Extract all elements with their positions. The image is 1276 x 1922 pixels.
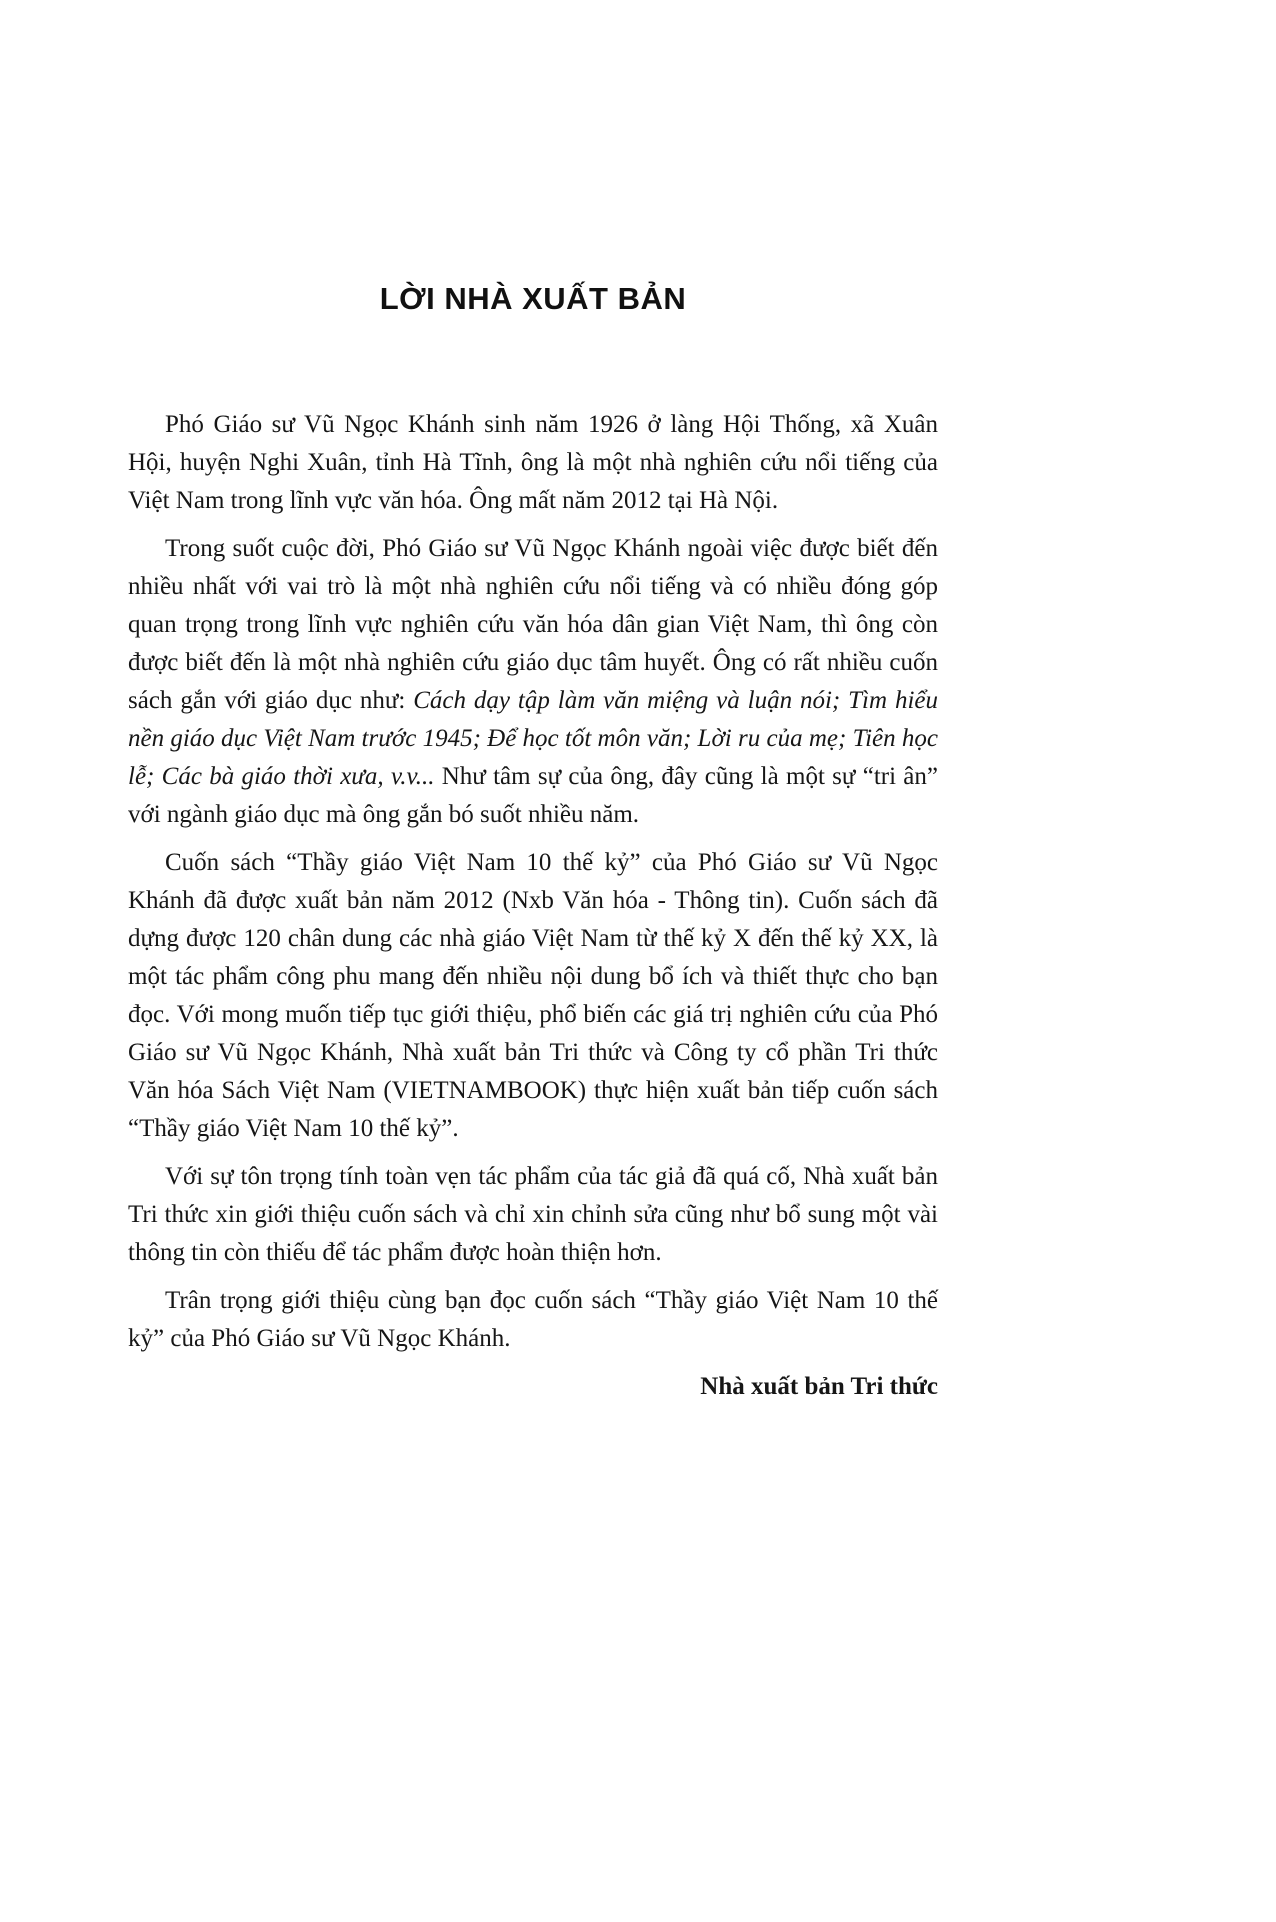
paragraph-4 [128, 1158, 938, 1272]
paragraph-1 [128, 406, 938, 520]
paragraph-5 [128, 1282, 938, 1358]
text-run: Trân trọng giới thiệu cùng bạn đọc cuốn sách “Thầy giáo Việt Nam 10 thế kỷ” của Phó Giáo sư Vũ Ngọc Khánh. [128, 1287, 938, 1352]
paragraph-3 [128, 844, 938, 1148]
page-title: LỜI NHÀ XUẤT BẢN [379, 281, 687, 316]
text-run: Phó Giáo sư Vũ Ngọc Khánh sinh năm 1926 ở làng Hội Thống, xã Xuân Hội, huyện Nghi Xuân, tỉnh Hà Tĩnh, ông là một nhà nghiên cứu nổi tiếng của Việt Nam trong lĩnh vực văn hóa. Ông mất năm 2012 tại Hà Nội. [128, 411, 938, 514]
publisher-signature: Nhà xuất bản Tri thức [700, 1373, 938, 1400]
book-title-list-italic: Cách dạy tập làm văn miệng và luận nói; Tìm hiểu nền giáo dục Việt Nam trước 1945; Để học tốt môn văn; Lời ru của mẹ; Tiên học lễ; Các bà giáo thời xưa, v.v... [128, 687, 939, 790]
text-run: Cuốn sách “Thầy giáo Việt Nam 10 thế kỷ” của Phó Giáo sư Vũ Ngọc Khánh đã được xuất bản năm 2012 (Nxb Văn hóa - Thông tin). Cuốn sách đã dựng được 120 chân dung các nhà giáo Việt Nam từ thế kỷ X đến thế kỷ XX, là một tác phẩm công phu mang đến nhiều nội dung bổ ích và thiết thực cho bạn đọc. Với mong muốn tiếp tục giới thiệu, phổ biến các giá trị nghiên cứu của Phó Giáo sư Vũ Ngọc Khánh, Nhà xuất bản Tri thức và Công ty cổ phần Tri thức Văn hóa Sách Việt Nam (VIETNAMBOOK) thực hiện xuất bản tiếp cuốn sách “Thầy giáo Việt Nam 10 thế kỷ”. [128, 849, 938, 1142]
page-body [128, 406, 938, 1416]
text-run: Trong suốt cuộc đời, Phó Giáo sư Vũ Ngọc Khánh ngoài việc được biết đến nhiều nhất với vai trò là một nhà nghiên cứu nổi tiếng và có nhiều đóng góp quan trọng trong lĩnh vực nghiên cứu văn hóa dân gian Việt Nam, thì ông còn được biết đến là một nhà nghiên cứu giáo dục tâm huyết. Ông có rất nhiều cuốn sách gắn với giáo dục như: [128, 535, 938, 714]
text-run: Như tâm sự của ông, đây cũng là một sự “tri ân” với ngành giáo dục mà ông gắn bó suốt nhiều năm. [128, 763, 938, 828]
paragraph-2 [128, 530, 938, 834]
text-run: Với sự tôn trọng tính toàn vẹn tác phẩm của tác giả đã quá cố, Nhà xuất bản Tri thức xin giới thiệu cuốn sách và chỉ xin chỉnh sửa cũng như bổ sung một vài thông tin còn thiếu để tác phẩm được hoàn thiện hơn. [128, 1163, 938, 1266]
